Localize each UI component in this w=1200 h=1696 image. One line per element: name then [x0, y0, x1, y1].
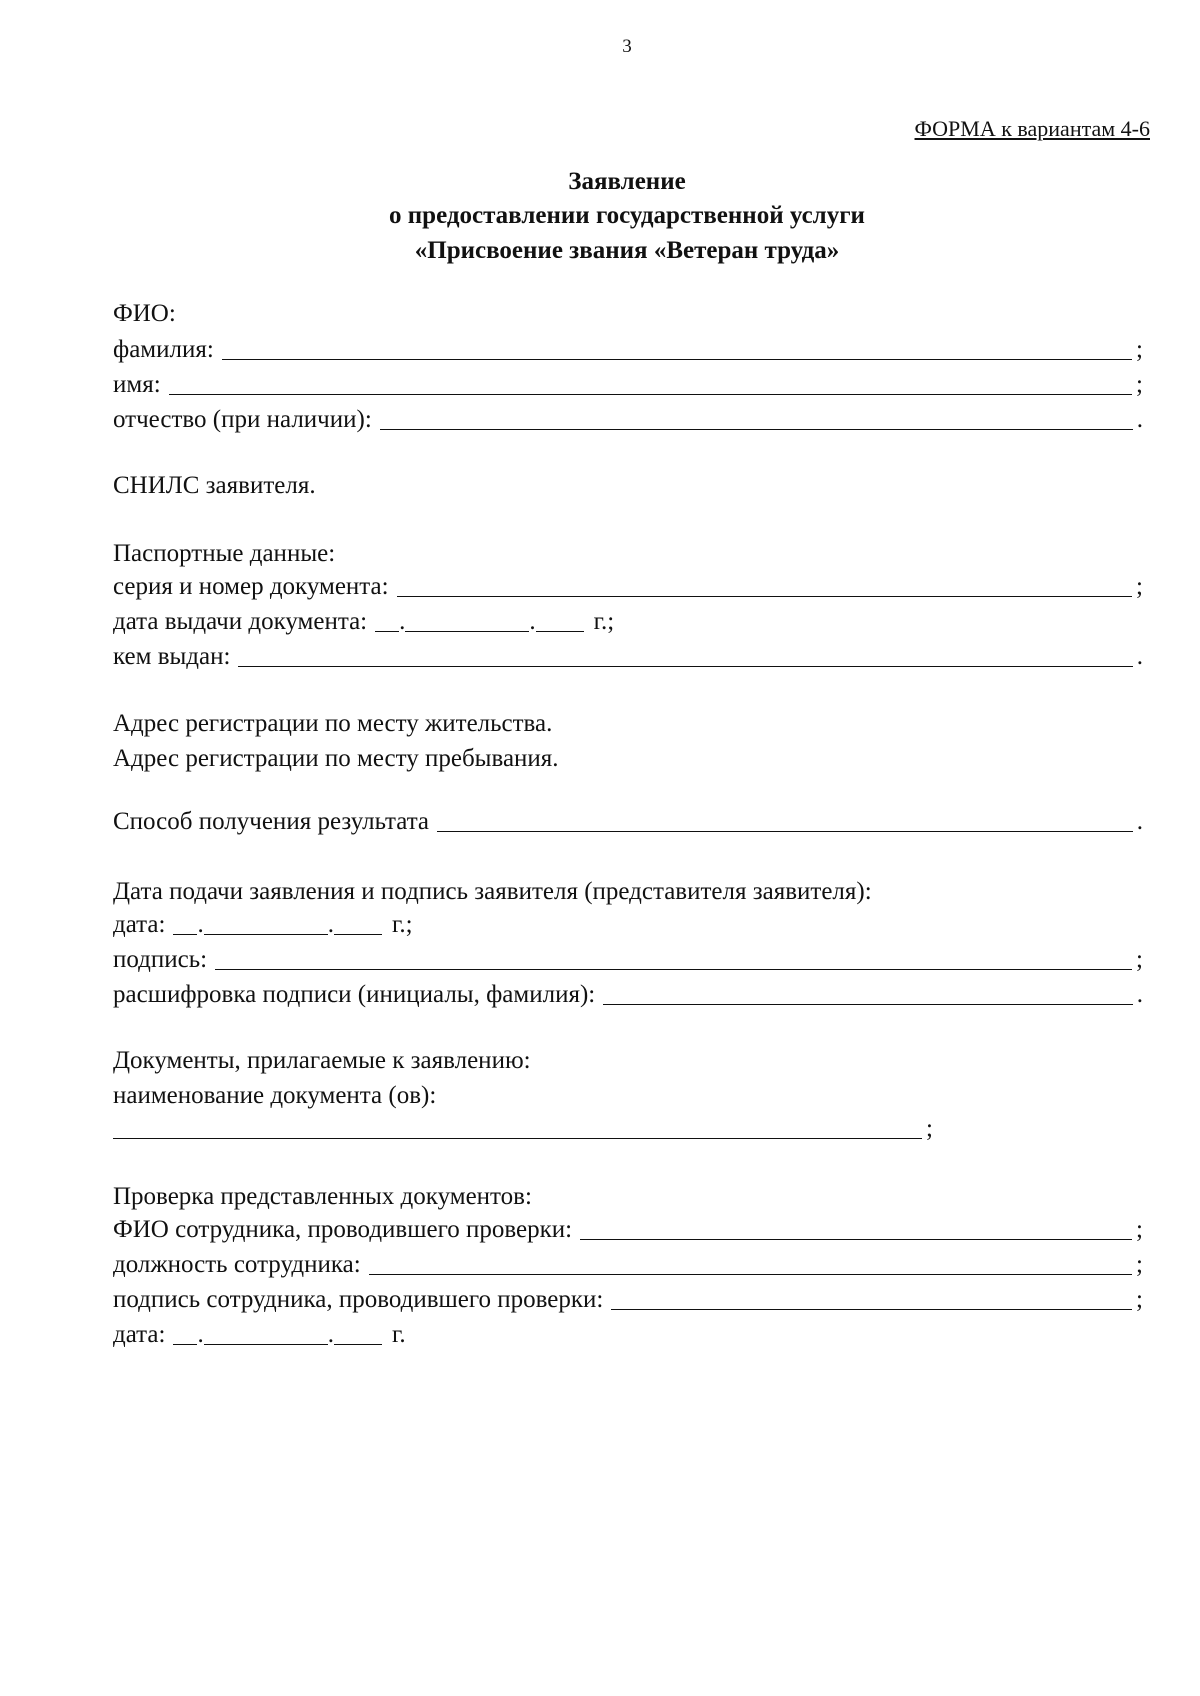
- submission-heading: Дата подачи заявления и подпись заявителя (представителя заявителя):: [113, 878, 872, 905]
- passport-date-suffix: г.;: [593, 608, 615, 635]
- fio-heading: ФИО:: [113, 300, 176, 327]
- document-subtitle: о предоставлении государственной услуги: [389, 202, 865, 229]
- documents-name-input-line[interactable]: [113, 1138, 922, 1139]
- verification-date-field[interactable]: [113, 1323, 406, 1349]
- verification-position-input-line[interactable]: [369, 1274, 1132, 1275]
- passport-issuer-label: кем выдан:: [113, 643, 231, 670]
- result-method-period: .: [1136, 808, 1143, 835]
- documents-name-field[interactable]: [113, 1117, 933, 1143]
- passport-date-month[interactable]: [405, 631, 529, 632]
- patronymic-period: .: [1136, 406, 1143, 433]
- verification-signature-field[interactable]: [113, 1288, 1143, 1314]
- submission-signature-label: подпись:: [113, 946, 208, 973]
- surname-semicolon: ;: [1136, 336, 1143, 363]
- document-title: Заявление: [568, 168, 686, 195]
- submission-decoding-period: .: [1136, 981, 1143, 1008]
- result-method-input-line[interactable]: [437, 831, 1133, 832]
- submission-decoding-input-line[interactable]: [603, 1004, 1133, 1005]
- verification-heading: Проверка представленных документов:: [113, 1183, 532, 1210]
- passport-number-input-line[interactable]: [397, 596, 1132, 597]
- documents-name-semicolon: ;: [926, 1115, 933, 1142]
- passport-date-label: дата выдачи документа:: [113, 608, 368, 635]
- verification-fio-semicolon: ;: [1136, 1216, 1143, 1243]
- passport-date-day[interactable]: [375, 631, 399, 632]
- submission-date-dot-1: .: [197, 911, 204, 938]
- verification-date-suffix: г.: [391, 1321, 406, 1348]
- patronymic-field[interactable]: [113, 408, 1143, 434]
- verification-position-field[interactable]: [113, 1253, 1143, 1279]
- name-field[interactable]: [113, 373, 1143, 399]
- verification-date-label: дата:: [113, 1321, 166, 1348]
- verification-signature-label: подпись сотрудника, проводившего проверки:: [113, 1286, 604, 1313]
- submission-signature-field[interactable]: [113, 948, 1143, 974]
- surname-label: фамилия:: [113, 336, 214, 363]
- passport-date-field[interactable]: [113, 610, 614, 636]
- passport-issuer-period: .: [1136, 643, 1143, 670]
- passport-date-year[interactable]: [536, 631, 584, 632]
- surname-input-line[interactable]: [222, 359, 1132, 360]
- page-number: 3: [622, 36, 632, 57]
- verification-position-semicolon: ;: [1136, 1251, 1143, 1278]
- verification-signature-input-line[interactable]: [611, 1309, 1132, 1310]
- verification-date-dot-2: .: [327, 1321, 334, 1348]
- address-stay: Адрес регистрации по месту пребывания.: [113, 745, 559, 772]
- result-method-field[interactable]: [113, 810, 1143, 836]
- verification-fio-input-line[interactable]: [580, 1239, 1132, 1240]
- verification-date-month[interactable]: [204, 1344, 328, 1345]
- patronymic-label: отчество (при наличии):: [113, 406, 372, 433]
- submission-signature-input-line[interactable]: [215, 969, 1132, 970]
- patronymic-input-line[interactable]: [380, 429, 1133, 430]
- documents-heading: Документы, прилагаемые к заявлению:: [113, 1047, 531, 1074]
- submission-decoding-label: расшифровка подписи (инициалы, фамилия):: [113, 981, 596, 1008]
- verification-date-year[interactable]: [334, 1344, 382, 1345]
- name-label: имя:: [113, 371, 161, 398]
- verification-fio-label: ФИО сотрудника, проводившего проверки:: [113, 1216, 573, 1243]
- name-input-line[interactable]: [169, 394, 1132, 395]
- snils-label: СНИЛС заявителя.: [113, 472, 316, 499]
- passport-date-dot-1: .: [399, 608, 406, 635]
- submission-date-field[interactable]: [113, 913, 413, 939]
- passport-number-semicolon: ;: [1136, 573, 1143, 600]
- submission-date-dot-2: .: [327, 911, 334, 938]
- submission-date-label: дата:: [113, 911, 166, 938]
- surname-field[interactable]: [113, 338, 1143, 364]
- passport-number-label: серия и номер документа:: [113, 573, 389, 600]
- passport-number-field[interactable]: [113, 575, 1143, 601]
- verification-date-day[interactable]: [173, 1344, 197, 1345]
- passport-issuer-field[interactable]: [113, 645, 1143, 671]
- result-method-label: Способ получения результата: [113, 808, 430, 835]
- verification-position-label: должность сотрудника:: [113, 1251, 361, 1278]
- submission-date-month[interactable]: [204, 934, 328, 935]
- address-residence: Адрес регистрации по месту жительства.: [113, 710, 553, 737]
- submission-date-suffix: г.;: [391, 911, 413, 938]
- verification-signature-semicolon: ;: [1136, 1286, 1143, 1313]
- submission-date-year[interactable]: [334, 934, 382, 935]
- passport-issuer-input-line[interactable]: [238, 666, 1132, 667]
- documents-name-label: наименование документа (ов):: [113, 1082, 437, 1109]
- service-name: «Присвоение звания «Ветеран труда»: [414, 237, 840, 264]
- passport-date-dot-2: .: [529, 608, 536, 635]
- submission-date-day[interactable]: [173, 934, 197, 935]
- submission-signature-semicolon: ;: [1136, 946, 1143, 973]
- verification-fio-field[interactable]: [113, 1218, 1143, 1244]
- passport-heading: Паспортные данные:: [113, 540, 336, 567]
- verification-date-dot-1: .: [197, 1321, 204, 1348]
- form-tag: ФОРМА к вариантам 4-6: [914, 116, 1150, 141]
- submission-decoding-field[interactable]: [113, 983, 1143, 1009]
- name-semicolon: ;: [1136, 371, 1143, 398]
